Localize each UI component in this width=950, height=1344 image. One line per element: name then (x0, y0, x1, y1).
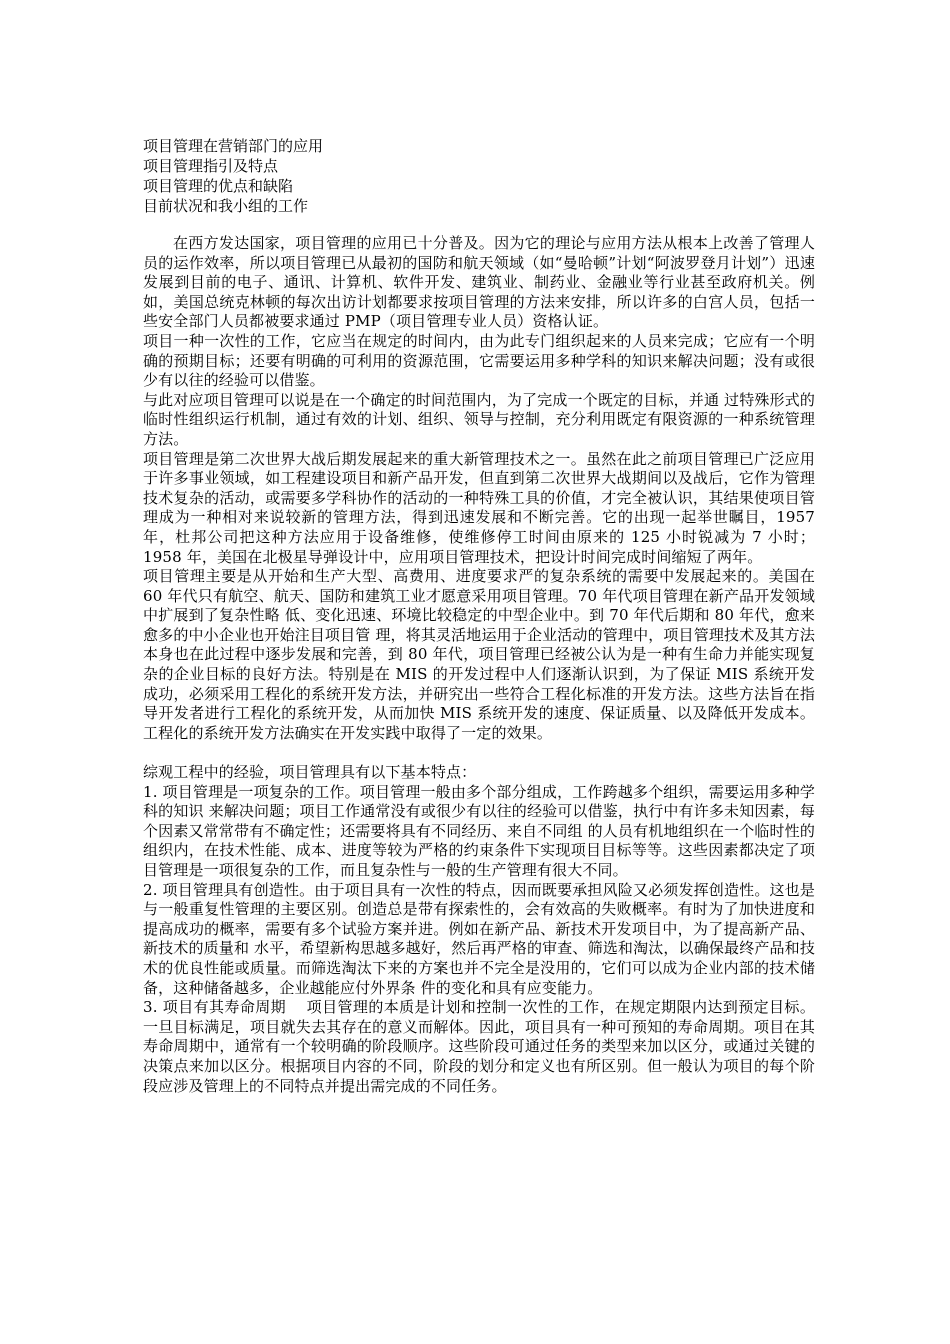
paragraph-feature-lifecycle: 3. 项目有其寿命周期 项目管理的本质是计划和控制一次性的工作，在规定期限内达到预定目标。一旦目标满足，项目就失去其存在的意义而解体。因此，项目具有一种可预知的寿命周期。项目在其寿命周期中，通常有一个较明确的阶段顺序。这些阶段可通过任务的类型来加以区分，或通过关键的决策点来加以区分。根据项目内容的不同，阶段的划分和定义也有所区别。但一般认为项目的每个阶段应涉及管理上的不同特点并提出需完成的不同任务。 (143, 998, 815, 1095)
table-of-contents (143, 136, 815, 216)
toc-item: 项目管理的优点和缺陷 (143, 177, 294, 195)
paragraph-intro: 在西方发达国家，项目管理的应用已十分普及。因为它的理论与应用方法从根本上改善了管理人员的运作效率，所以项目管理已从最初的国防和航天领域（如“曼哈顿”计划“阿波罗登月计划”）迅速发展到目前的电子、通讯、计算机、软件开发、建筑业、制药业、金融业等行业甚至政府机关。例如，美国总统克林顿的每次出访计划都要求按项目管理的方法来安排，所以许多的白宫人员，包括一些安全部门人员都被要求通过 PMP（项目管理专业人员）资格认证。 (143, 234, 815, 331)
paragraph-pm-definition: 与此对应项目管理可以说是在一个确定的时间范围内，为了完成一个既定的目标，并通 过特殊形式的临时性组织运行机制，通过有效的计划、组织、领导与控制，充分利用既定有限资源的一种系统管理方法。 (143, 390, 815, 448)
toc-item: 项目管理指引及特点 (143, 157, 279, 175)
paragraph-project-definition: 项目一种一次性的工作，它应当在规定的时间内，由为此专门组织起来的人员来完成；它应有一个明确的预期目标；还要有明确的可利用的资源范围，它需要运用多种学科的知识来解决问题；没有或很少有以往的经验可以借鉴。 (143, 331, 815, 390)
toc-item: 目前状况和我小组的工作 (143, 197, 309, 215)
document-body (143, 234, 815, 1096)
paragraph-feature-creative: 2. 项目管理具有创造性。由于项目具有一次性的特点，因而既要承担风险又必须发挥创造性。这也是与一般重复性管理的主要区别。创造总是带有探索性的，会有效高的失败概率。有时为了加快进度和提高成功的概率，需要有多个试验方案并进。例如在新产品、新技术开发项目中，为了提高新产品、新技术的质量和 水平，希望新构思越多越好，然后再严格的审查、筛选和淘汰，以确保最终产品和技术的优良性能或质量。而筛选淘汰下来的方案也并不完全是没用的，它们可以成为企业内部的技术储备，这种储备越多，企业越能应付外界条 件的变化和具有应变能力。 (143, 880, 815, 997)
document-page (143, 136, 815, 1096)
toc-item: 项目管理在营销部门的应用 (143, 137, 324, 155)
paragraph-features-intro: 综观工程中的经验，项目管理具有以下基本特点： (143, 763, 477, 782)
paragraph-feature-complex: 1. 项目管理是一项复杂的工作。项目管理一般由多个部分组成，工作跨越多个组织，需要运用多种学科的知识 来解决问题；项目工作通常没有或很少有以往的经验可以借鉴，执行中有许多未知因素，每个因素又常常带有不确定性；还需要将具有不同经历、来自不同组 的人员有机地组织在一个临时性的组织内，在技术性能、成本、进度等较为严格的约束条件下实现项目目标等等。这些因素都决定了项目管理是一项很复杂的工作，而且复杂性与一般的生产管理有很大不同。 (143, 782, 815, 879)
paragraph-development: 项目管理主要是从开始和生产大型、高费用、进度要求严的复杂系统的需要中发展起来的。美国在 60 年代只有航空、航天、国防和建筑工业才愿意采用项目管理。70 年代项目管理在新产品开发领域中扩展到了复杂性略 低、变化迅速、环境比较稳定的中型企业中。到 70 年代后期和 80 年代，愈来愈多的中小企业也开始注目项目管 理，将其灵活地运用于企业活动的管理中，项目管理技术及其方法本身也在此过程中逐步发展和完善，到 80 年代，项目管理已经被公认为是一种有生命力并能实现复杂的企业目标的良好方法。特别是在 MIS 的开发过程中人们逐渐认识到，为了保证 MIS 系统开发成功，必须采用工程化的系统开发方法，并研究出一些符合工程化标准的开发方法。这些方法旨在指导开发者进行工程化的系统开发，从而加快 MIS 系统开发的速度、保证质量、以及降低开发成本。工程化的系统开发方法确实在开发实践中取得了一定的效果。 (143, 567, 815, 742)
paragraph-gap (143, 743, 815, 763)
paragraph-history: 项目管理是第二次世界大战后期发展起来的重大新管理技术之一。虽然在此之前项目管理已广泛应用于许多事业领域，如工程建设项目和新产品开发，但直到第二次世界大战期间以及战后，它作为管理技术复杂的活动，或需要多学科协作的活动的一种特殊工具的价值，才完全被认识，其结果使项目管理成为一种相对来说较新的管理方法，得到迅速发展和不断完善。它的出现一起举世瞩目，1957 年，杜邦公司把这种方法应用于设备维修，使维修停工时间由原来的 125 小时锐减为 7 小时；1958 年，美国在北极星导弹设计中，应用项目管理技术，把设计时间完成时间缩短了两年。 (143, 449, 815, 566)
